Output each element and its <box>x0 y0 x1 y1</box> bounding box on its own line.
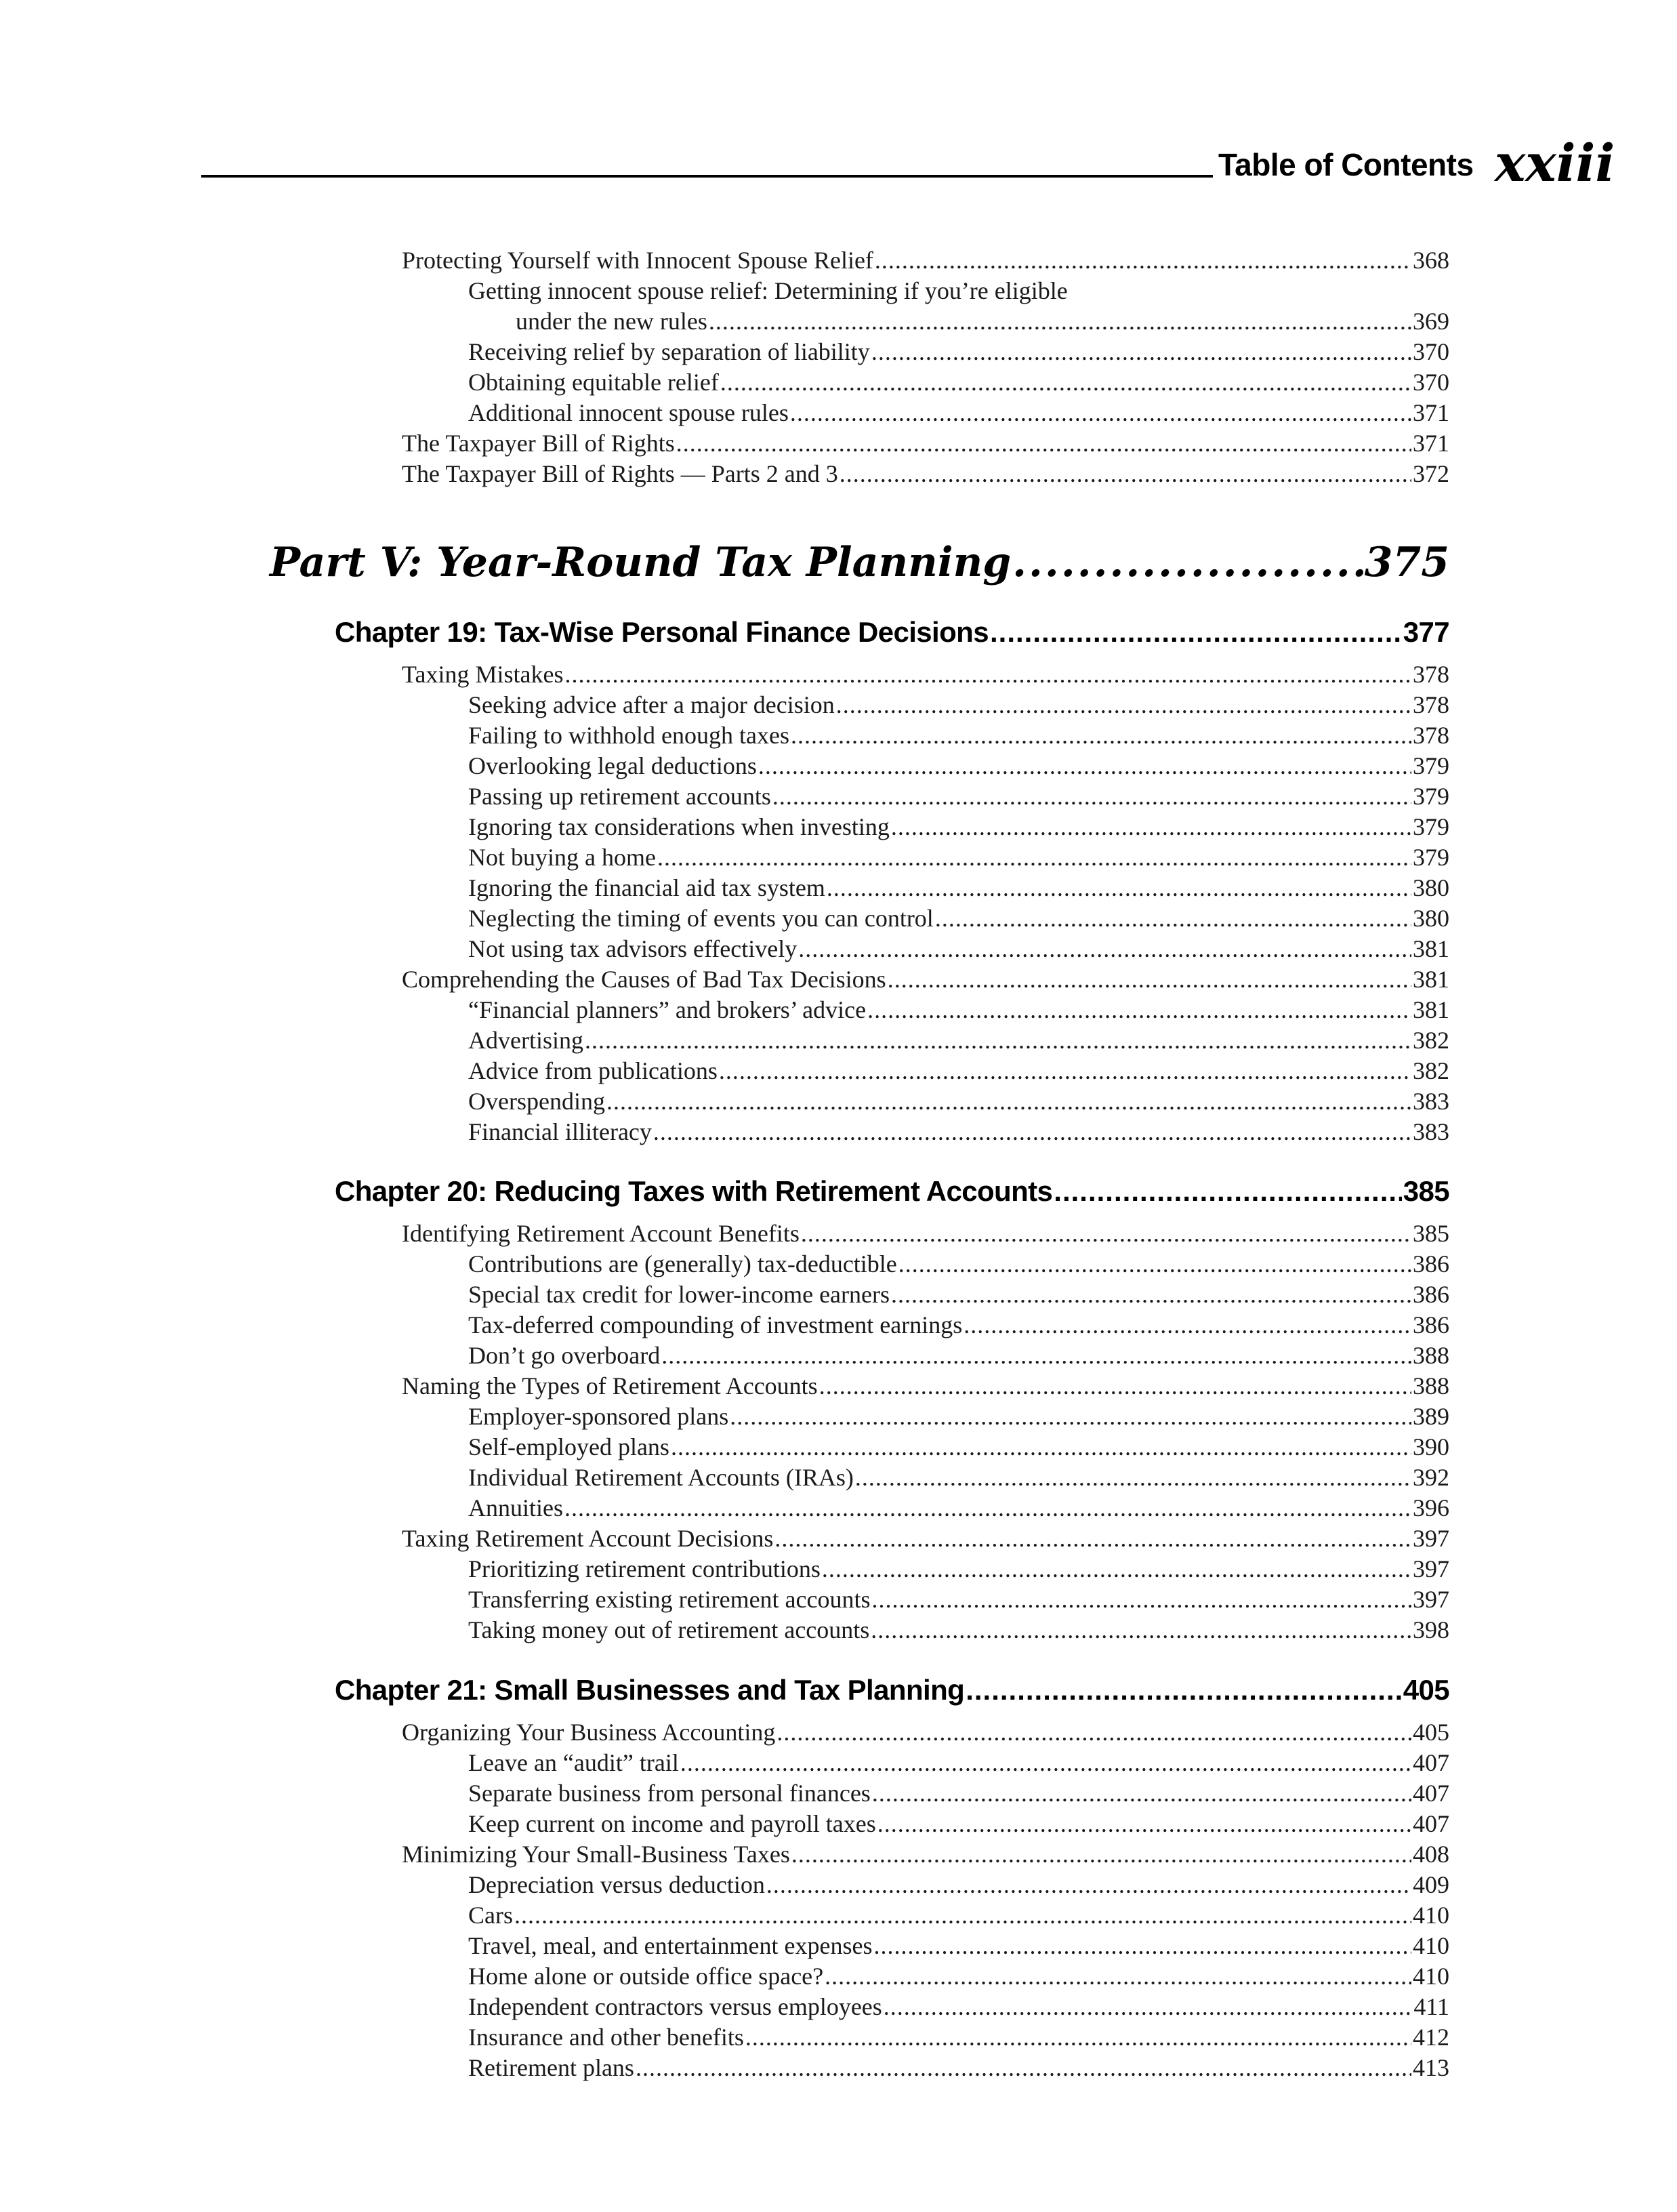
toc-entry-title: Getting innocent spouse relief: Determining if you’re eligible <box>468 277 1068 304</box>
toc-page-number: 388 <box>1413 1372 1449 1399</box>
toc-page-number: 381 <box>1413 966 1449 993</box>
toc-page-number: 386 <box>1413 1311 1449 1338</box>
toc-subsection-entry[interactable] <box>468 873 1449 903</box>
dot-leader <box>1054 1173 1401 1210</box>
dot-leader <box>819 1371 1411 1401</box>
toc-entry-title: Depreciation versus deduction <box>468 1871 765 1898</box>
dot-leader <box>564 659 1411 690</box>
running-head: Table of Contents <box>1218 147 1474 182</box>
dot-leader <box>873 1931 1411 1961</box>
toc-entry-title: Don’t go overboard <box>468 1342 661 1369</box>
toc-entry-title: Individual Retirement Accounts (IRAs) <box>468 1464 854 1491</box>
dot-leader <box>1012 535 1363 590</box>
toc-entry-title: Contributions are (generally) tax-deductible <box>468 1250 897 1277</box>
toc-section-entry[interactable] <box>402 659 1449 690</box>
toc-subsection-entry[interactable] <box>468 2053 1449 2083</box>
dot-leader <box>719 1056 1411 1086</box>
toc-page-number: 378 <box>1413 691 1449 718</box>
dot-leader <box>661 1340 1411 1371</box>
dot-leader <box>709 306 1411 337</box>
toc-entry-title: Identifying Retirement Account Benefits <box>402 1220 800 1247</box>
toc-entry-title: Not buying a home <box>468 844 656 871</box>
toc-entry-title: Obtaining equitable relief <box>468 369 719 396</box>
toc-page-number: 407 <box>1413 1810 1449 1837</box>
toc-subsection-entry[interactable] <box>468 1931 1449 1961</box>
toc-entry-title: Advertising <box>468 1027 583 1054</box>
dot-leader <box>855 1462 1411 1493</box>
dot-leader <box>791 1839 1411 1870</box>
toc-page-number: 397 <box>1413 1586 1449 1613</box>
toc-entry-title: Keep current on income and payroll taxes <box>468 1810 876 1837</box>
toc-page-number: 379 <box>1413 783 1449 810</box>
dot-leader <box>653 1117 1411 1147</box>
toc-subsection-entry[interactable] <box>468 842 1449 873</box>
toc-page-number: 386 <box>1413 1250 1449 1277</box>
toc-page-number: 383 <box>1413 1088 1449 1115</box>
toc-subsection-entry[interactable] <box>468 781 1449 812</box>
dot-leader <box>884 1992 1413 2022</box>
toc-entry-title: Failing to withhold enough taxes <box>468 722 789 749</box>
toc-page-number: 408 <box>1413 1841 1449 1868</box>
toc-page-number: 410 <box>1413 1963 1449 1990</box>
dot-leader <box>671 1432 1411 1462</box>
toc-entry-title: Retirement plans <box>468 2054 634 2081</box>
toc-page-number: 370 <box>1413 369 1449 396</box>
toc-entry-title: Travel, meal, and entertainment expenses <box>468 1932 873 1959</box>
toc-entry-title: Overspending <box>468 1088 605 1115</box>
toc-subsection-entry[interactable] <box>468 1340 1449 1371</box>
dot-leader <box>872 1584 1411 1615</box>
toc-subsection-entry[interactable] <box>468 1615 1449 1645</box>
toc-entry-title: Home alone or outside office space? <box>468 1963 824 1990</box>
toc-entry-title: Employer-sponsored plans <box>468 1403 729 1430</box>
dot-leader <box>676 428 1411 459</box>
toc-section-entry[interactable] <box>402 459 1449 489</box>
page-number: xxiii <box>1495 133 1615 193</box>
toc-entry-title: Leave an “audit” trail <box>468 1749 679 1776</box>
dot-leader <box>777 1717 1411 1748</box>
toc-page-number: 383 <box>1413 1118 1449 1145</box>
toc-page-number: 388 <box>1413 1342 1449 1369</box>
dot-leader <box>888 964 1411 995</box>
toc-entry-title: Seeking advice after a major decision <box>468 691 835 718</box>
toc-entry-title: The Taxpayer Bill of Rights <box>402 430 675 457</box>
dot-leader <box>745 2022 1411 2053</box>
toc-subsection-entry[interactable] <box>468 276 1449 306</box>
toc-page-number: 409 <box>1413 1871 1449 1898</box>
toc-page-number: 369 <box>1413 308 1449 335</box>
toc-subsection-entry[interactable] <box>468 903 1449 934</box>
toc-page-number: 405 <box>1413 1719 1449 1746</box>
toc-entry-title: Self-employed plans <box>468 1433 669 1460</box>
toc-page-number: 398 <box>1413 1616 1449 1643</box>
toc-page-number: 411 <box>1413 1993 1449 2020</box>
toc-subsection-entry[interactable] <box>468 1493 1449 1523</box>
toc-page-number: 379 <box>1413 844 1449 871</box>
dot-leader <box>871 337 1411 367</box>
toc-entry-title: Organizing Your Business Accounting <box>402 1719 776 1746</box>
toc-page-number: 407 <box>1413 1780 1449 1807</box>
dot-leader <box>791 720 1411 751</box>
toc-entry-title: Taking money out of retirement accounts <box>468 1616 870 1643</box>
chapter-heading[interactable] <box>335 614 1449 651</box>
toc-page-number: 370 <box>1413 338 1449 365</box>
toc-entry-title: Chapter 21: Small Businesses and Tax Planning <box>335 1674 965 1706</box>
toc-section-entry[interactable] <box>402 1839 1449 1870</box>
toc-entry-title: Ignoring tax considerations when investing <box>468 813 890 840</box>
toc-page-number: 375 <box>1364 539 1449 586</box>
toc-subsection-entry[interactable] <box>468 720 1449 751</box>
dot-leader <box>801 1218 1411 1249</box>
toc-entry-title: Chapter 19: Tax-Wise Personal Finance Decisions <box>335 616 989 648</box>
toc-subsection-entry[interactable] <box>468 995 1449 1025</box>
toc-subsection-entry[interactable] <box>468 1554 1449 1584</box>
dot-leader <box>935 903 1411 934</box>
toc-entry-title: Protecting Yourself with Innocent Spouse Relief <box>402 247 873 274</box>
toc-subsection-entry[interactable] <box>468 751 1449 781</box>
toc-page-number: 390 <box>1413 1433 1449 1460</box>
toc-page-number: 397 <box>1413 1555 1449 1582</box>
toc-section-entry[interactable] <box>402 1717 1449 1748</box>
dot-leader <box>680 1748 1411 1778</box>
toc-entry-title: Tax-deferred compounding of investment earnings <box>468 1311 963 1338</box>
toc-section-entry[interactable] <box>402 1218 1449 1249</box>
toc-section-entry[interactable] <box>402 964 1449 995</box>
toc-page-number: 389 <box>1413 1403 1449 1430</box>
toc-subsection-entry[interactable] <box>468 1870 1449 1900</box>
toc-page-number: 372 <box>1413 460 1449 487</box>
toc-page-number: 396 <box>1413 1494 1449 1521</box>
dot-leader <box>871 1615 1411 1645</box>
dot-leader <box>772 781 1411 812</box>
part-heading[interactable] <box>270 535 1449 590</box>
dot-leader <box>872 1778 1411 1809</box>
toc-entry-title: Insurance and other benefits <box>468 2024 744 2051</box>
dot-leader <box>790 398 1411 428</box>
toc-subsection-entry[interactable] <box>468 690 1449 720</box>
toc-entry-title: Taxing Mistakes <box>402 661 564 688</box>
toc-subsection-entry[interactable] <box>516 306 1449 337</box>
toc-page-number: 412 <box>1413 2024 1449 2051</box>
toc-page-number: 385 <box>1413 1220 1449 1247</box>
toc-page-number: 381 <box>1413 996 1449 1023</box>
dot-leader <box>636 2053 1411 2083</box>
toc-page-number: 410 <box>1413 1902 1449 1929</box>
dot-leader <box>766 1870 1411 1900</box>
toc-page-number: 410 <box>1413 1932 1449 1959</box>
toc-entry-title: Comprehending the Causes of Bad Tax Decisions <box>402 966 886 993</box>
chapter-heading[interactable] <box>335 1173 1449 1210</box>
toc-entry-title: under the new rules <box>516 308 707 335</box>
toc-subsection-entry[interactable] <box>468 1086 1449 1117</box>
toc-page-number: 381 <box>1413 935 1449 962</box>
toc-entry-title: Receiving relief by separation of liability <box>468 338 870 365</box>
toc-entry-title: Overlooking legal deductions <box>468 752 757 779</box>
toc-subsection-entry[interactable] <box>468 337 1449 367</box>
toc-page-number: 371 <box>1413 430 1449 457</box>
toc-entry-title: Annuities <box>468 1494 563 1521</box>
toc-entry-title: Advice from publications <box>468 1057 718 1084</box>
toc-page-number: 380 <box>1413 905 1449 932</box>
dot-leader <box>990 614 1402 651</box>
toc-page-number: 382 <box>1413 1027 1449 1054</box>
toc-subsection-entry[interactable] <box>468 1056 1449 1086</box>
dot-leader <box>720 367 1411 398</box>
dot-leader <box>514 1900 1411 1931</box>
toc-entry-title: The Taxpayer Bill of Rights — Parts 2 and 3 <box>402 460 838 487</box>
toc-entry-title: Separate business from personal finances <box>468 1780 871 1807</box>
toc-entry-title: Naming the Types of Retirement Accounts <box>402 1372 818 1399</box>
toc-subsection-entry[interactable] <box>468 398 1449 428</box>
toc-page-number: 392 <box>1413 1464 1449 1491</box>
toc-subsection-entry[interactable] <box>468 1992 1449 2022</box>
toc-subsection-entry[interactable] <box>468 1279 1449 1310</box>
toc-subsection-entry[interactable] <box>468 1025 1449 1056</box>
toc-page-number: 379 <box>1413 752 1449 779</box>
toc-entry-title: Minimizing Your Small-Business Taxes <box>402 1841 790 1868</box>
toc-page-number: 379 <box>1413 813 1449 840</box>
toc-page-number: 407 <box>1413 1749 1449 1776</box>
toc-subsection-entry[interactable] <box>468 934 1449 964</box>
toc-entry-title: Independent contractors versus employees <box>468 1993 882 2020</box>
toc-page-number: 378 <box>1413 722 1449 749</box>
dot-leader <box>891 812 1411 842</box>
dot-leader <box>774 1523 1411 1554</box>
dot-leader <box>825 1961 1411 1992</box>
toc-page-number: 386 <box>1413 1281 1449 1308</box>
toc-entry-title: Ignoring the financial aid tax system <box>468 874 825 901</box>
toc-entry-title: Cars <box>468 1902 513 1929</box>
toc-subsection-entry[interactable] <box>468 367 1449 398</box>
dot-leader <box>758 751 1411 781</box>
toc-subsection-entry[interactable] <box>468 1249 1449 1279</box>
dot-leader <box>836 690 1411 720</box>
toc-section-entry[interactable] <box>402 1371 1449 1401</box>
toc-entry-title: “Financial planners” and brokers’ advice <box>468 996 867 1023</box>
toc-subsection-entry[interactable] <box>468 1401 1449 1432</box>
toc-subsection-entry[interactable] <box>468 1748 1449 1778</box>
toc-entry-title: Financial illiteracy <box>468 1118 652 1145</box>
dot-leader <box>798 934 1411 964</box>
toc-entry-title: Taxing Retirement Account Decisions <box>402 1525 774 1552</box>
toc-subsection-entry[interactable] <box>468 2022 1449 2053</box>
toc-entry-title: Prioritizing retirement contributions <box>468 1555 821 1582</box>
toc-page-number: 385 <box>1403 1175 1449 1207</box>
toc-subsection-entry[interactable] <box>468 1809 1449 1839</box>
toc-entry-title: Not using tax advisors effectively <box>468 935 798 962</box>
toc-page-number: 405 <box>1403 1674 1449 1706</box>
toc-section-entry[interactable] <box>402 428 1449 459</box>
toc-page-number: 378 <box>1413 661 1449 688</box>
dot-leader <box>730 1401 1411 1432</box>
toc-subsection-entry[interactable] <box>468 1584 1449 1615</box>
dot-leader <box>606 1086 1411 1117</box>
toc-entry-title: Transferring existing retirement accounts <box>468 1586 871 1613</box>
toc-entry-title: Chapter 20: Reducing Taxes with Retirement Accounts <box>335 1175 1053 1207</box>
dot-leader <box>964 1310 1411 1340</box>
dot-leader <box>564 1493 1411 1523</box>
toc-page-number: 397 <box>1413 1525 1449 1552</box>
dot-leader <box>875 245 1411 276</box>
toc-subsection-entry[interactable] <box>468 812 1449 842</box>
dot-leader <box>585 1025 1411 1056</box>
toc-entry-title: Passing up retirement accounts <box>468 783 771 810</box>
toc-entry-title: Neglecting the timing of events you can control <box>468 905 934 932</box>
toc-page-number: 371 <box>1413 399 1449 426</box>
dot-leader <box>822 1554 1411 1584</box>
toc-subsection-entry[interactable] <box>468 1462 1449 1493</box>
dot-leader <box>867 995 1411 1025</box>
toc-section-entry[interactable] <box>402 1523 1449 1554</box>
toc-subsection-entry[interactable] <box>468 1900 1449 1931</box>
toc-page-number: 377 <box>1403 616 1449 648</box>
toc-page-number: 413 <box>1413 2054 1449 2081</box>
dot-leader <box>877 1809 1411 1839</box>
toc-page-number: 380 <box>1413 874 1449 901</box>
toc-page-number: 368 <box>1413 247 1449 274</box>
dot-leader <box>891 1279 1411 1310</box>
toc-section-entry[interactable] <box>402 245 1449 276</box>
toc-entry-title: Part V: Year-Round Tax Planning <box>270 539 1012 586</box>
dot-leader <box>827 873 1411 903</box>
dot-leader <box>657 842 1411 873</box>
dot-leader <box>966 1672 1402 1708</box>
chapter-heading[interactable] <box>335 1672 1449 1708</box>
toc-page-number: 382 <box>1413 1057 1449 1084</box>
dot-leader <box>898 1249 1411 1279</box>
toc-subsection-entry[interactable] <box>468 1961 1449 1992</box>
toc-entry-title: Additional innocent spouse rules <box>468 399 789 426</box>
toc-subsection-entry[interactable] <box>468 1432 1449 1462</box>
toc-subsection-entry[interactable] <box>468 1310 1449 1340</box>
toc-entry-title: Special tax credit for lower-income earners <box>468 1281 890 1308</box>
toc-subsection-entry[interactable] <box>468 1117 1449 1147</box>
toc-subsection-entry[interactable] <box>468 1778 1449 1809</box>
dot-leader <box>840 459 1411 489</box>
